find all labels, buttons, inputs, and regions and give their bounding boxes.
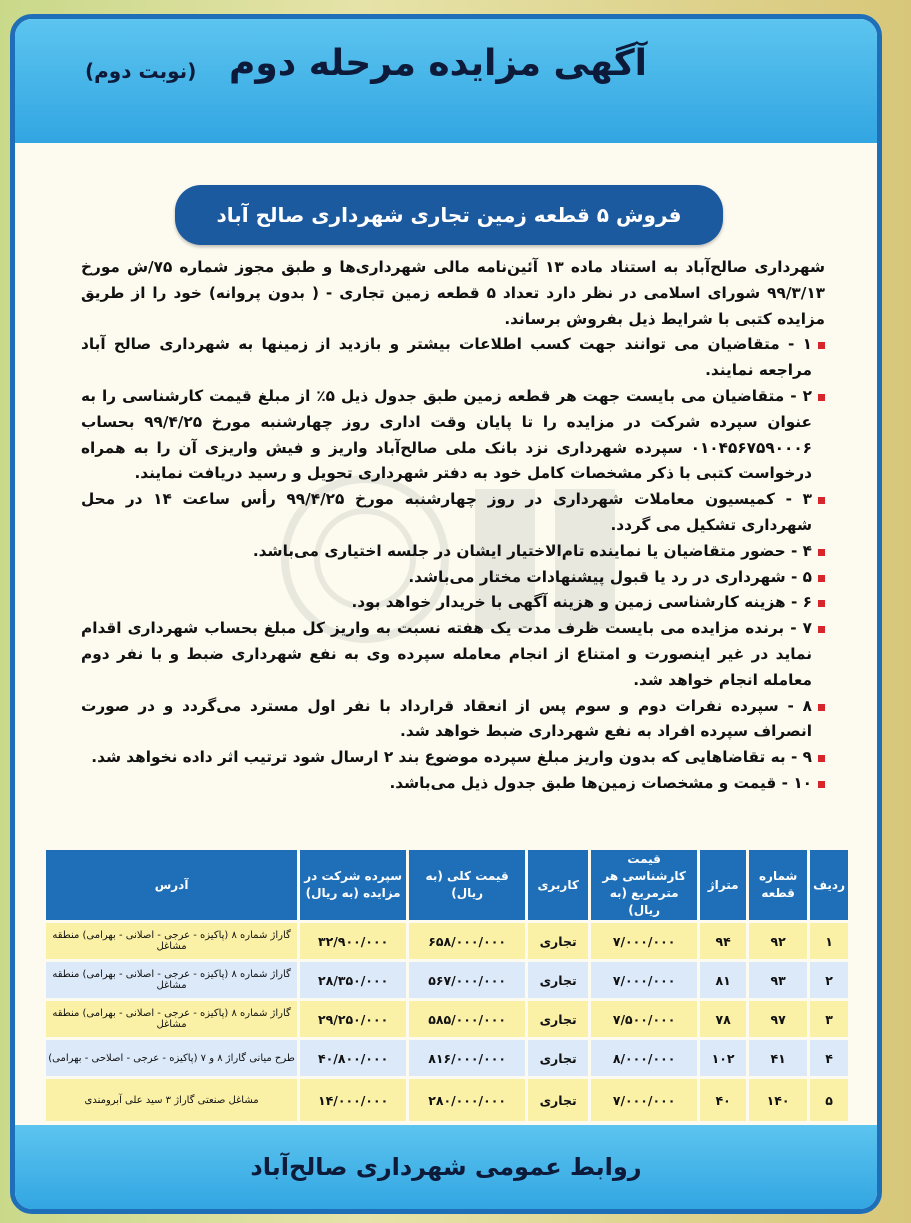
cell-usage: تجاری xyxy=(528,1001,588,1037)
header xyxy=(15,19,877,143)
page-title: آگهی مزایده مرحله دوم xyxy=(228,43,647,84)
table-row xyxy=(46,1001,848,1037)
cell-unit-price: ۷/۰۰۰/۰۰۰ xyxy=(591,923,697,959)
condition-item xyxy=(81,487,825,539)
bullet-icon xyxy=(818,704,825,711)
plots-table xyxy=(43,847,851,1124)
bullet-icon xyxy=(818,781,825,788)
cell-row-number: ۲ xyxy=(810,962,848,998)
header-row-number: ردیف xyxy=(810,850,848,920)
bullet-icon xyxy=(818,600,825,607)
cell-deposit: ۱۴/۰۰۰/۰۰۰ xyxy=(300,1079,406,1121)
cell-address: گاراژ شماره ۸ (پاکیزه - عرجی - اصلانی - بهرامی) منطقه مشاغل xyxy=(46,1001,297,1037)
bullet-icon xyxy=(818,342,825,349)
cell-total-price: ۸۱۶/۰۰۰/۰۰۰ xyxy=(409,1040,525,1076)
cell-area: ۹۴ xyxy=(700,923,746,959)
header-deposit: سپرده شرکت در مزایده (به ریال) xyxy=(300,850,406,920)
cell-address: گاراژ شماره ۸ (پاکیزه - عرجی - اصلانی - بهرامی) منطقه مشاغل xyxy=(46,923,297,959)
cell-deposit: ۲۸/۳۵۰/۰۰۰ xyxy=(300,962,406,998)
condition-text: ۱ - متقاضیان می توانند جهت کسب اطلاعات بیشتر و بازدید از زمینها به شهرداری صالح آباد مراجعه نمایند. xyxy=(81,335,812,380)
cell-area: ۴۰ xyxy=(700,1079,746,1121)
condition-text: ۳ - کمیسیون معاملات شهرداری در روز چهارشنبه مورخ ۹۹/۴/۲۵ رأس ساعت ۱۴ در محل شهرداری تشکیل می گردد. xyxy=(81,490,812,534)
cell-usage: تجاری xyxy=(528,1079,588,1121)
advertisement-frame xyxy=(10,14,882,1214)
cell-deposit: ۲۹/۲۵۰/۰۰۰ xyxy=(300,1001,406,1037)
cell-plot-number: ۴۱ xyxy=(749,1040,807,1076)
condition-text: ۹ - به تقاضاهایی که بدون واریز مبلغ سپرده موضوع بند ۲ ارسال شود ترتیب اثر داده نخواهد شد. xyxy=(91,748,812,767)
condition-text: ۸ - سپرده نفرات دوم و سوم پس از انعقاد قرارداد با نفر اول مسترد می‌گردد و در صورت انصراف سپرده افراد به نفع شهرداری ضبط خواهد شد. xyxy=(81,696,812,741)
cell-usage: تجاری xyxy=(528,962,588,998)
cell-total-price: ۵۶۷/۰۰۰/۰۰۰ xyxy=(409,962,525,998)
cell-address: گاراژ شماره ۸ (پاکیزه - عرجی - اصلانی - بهرامی) منطقه مشاغل xyxy=(46,962,297,998)
cell-row-number: ۴ xyxy=(810,1040,848,1076)
condition-item xyxy=(81,565,825,591)
cell-area: ۷۸ xyxy=(700,1001,746,1037)
footer-signature: روابط عمومی شهرداری صالح‌آباد xyxy=(15,1125,877,1209)
condition-text: ۶ - هزینه کارشناسی زمین و هزینه آگهی با خریدار خواهد بود. xyxy=(351,593,812,612)
header-total-price: قیمت کلی (به ریال) xyxy=(409,850,525,920)
cell-total-price: ۵۸۵/۰۰۰/۰۰۰ xyxy=(409,1001,525,1037)
condition-item xyxy=(81,616,825,693)
round-label: (نوبت دوم) xyxy=(85,59,197,83)
header-plot-number: شماره قطعه xyxy=(749,850,807,920)
condition-item xyxy=(81,384,825,487)
cell-unit-price: ۷/۰۰۰/۰۰۰ xyxy=(591,1079,697,1121)
cell-total-price: ۶۵۸/۰۰۰/۰۰۰ xyxy=(409,923,525,959)
condition-item xyxy=(81,539,825,565)
table-header-row xyxy=(46,850,848,920)
table-row xyxy=(46,1079,848,1121)
condition-text: ۷ - برنده مزایده می بایست ظرف مدت یک هفته نسبت به واریز کل مبلغ بحساب شهرداری اقدام نماید در غیر اینصورت و امتناع از انجام معامله سپرده وی به نفع شهرداری ضبط و با نفر دوم معامله انجام خواهد شد. xyxy=(81,619,812,689)
plots-table-wrapper xyxy=(43,847,851,1124)
cell-total-price: ۲۸۰/۰۰۰/۰۰۰ xyxy=(409,1079,525,1121)
condition-item xyxy=(81,590,825,616)
condition-text: ۲ - متقاضیان می بایست جهت هر قطعه زمین طبق جدول ذیل ۵٪ از مبلغ قیمت کارشناسی را به عنوان سپرده شرکت در مزایده را تا پایان وقت اداری روز چهارشنبه مورخ ۹۹/۴/۲۵ بحساب ۰۱۰۴۵۶۷۵۹۰۰۰۶ سپرده شهرداری نزد بانک ملی صالح‌آباد واریز و فیش واریزی آن را به همراه درخواست کتبی با ذکر مشخصات کامل خود به دفتر شهرداری تحویل و رسید دریافت نمایند. xyxy=(81,386,812,483)
table-row xyxy=(46,962,848,998)
cell-plot-number: ۱۴۰ xyxy=(749,1079,807,1121)
bullet-icon xyxy=(818,549,825,556)
cell-row-number: ۳ xyxy=(810,1001,848,1037)
condition-text: ۴ - حضور متقاضیان یا نماینده تام‌الاختیار ایشان در جلسه اختیاری می‌باشد. xyxy=(252,541,812,560)
condition-item xyxy=(81,771,825,797)
cell-unit-price: ۷/۵۰۰/۰۰۰ xyxy=(591,1001,697,1037)
condition-text: ۱۰ - قیمت و مشخصات زمین‌ها طبق جدول ذیل می‌باشد. xyxy=(389,773,812,792)
condition-item xyxy=(81,332,825,384)
table-row xyxy=(46,1040,848,1076)
cell-unit-price: ۷/۰۰۰/۰۰۰ xyxy=(591,962,697,998)
cell-row-number: ۵ xyxy=(810,1079,848,1121)
cell-usage: تجاری xyxy=(528,1040,588,1076)
cell-usage: تجاری xyxy=(528,923,588,959)
cell-deposit: ۴۰/۸۰۰/۰۰۰ xyxy=(300,1040,406,1076)
bullet-icon xyxy=(818,626,825,633)
condition-item xyxy=(81,694,825,746)
bullet-icon xyxy=(818,575,825,582)
intro-paragraph: شهرداری صالح‌آباد به استناد ماده ۱۳ آئین‌نامه مالی شهرداری‌ها و طبق مجوز شماره ۷۵/ش مورخ ۹۹/۳/۱۳ شورای اسلامی در نظر دارد تعداد ۵ قطعه زمین تجاری - ( بدون پروانه) خود را از طریق مزایده کتبی با شرایط ذیل بفروش برساند. xyxy=(81,258,825,328)
cell-area: ۸۱ xyxy=(700,962,746,998)
cell-address: مشاغل صنعتی گاراژ ۳ سید علی آبرومندی xyxy=(46,1079,297,1121)
cell-plot-number: ۹۲ xyxy=(749,923,807,959)
cell-address: طرح میانی گاراژ ۸ و ۷ (پاکیزه - عرجی - اصلاحی - بهرامی) xyxy=(46,1040,297,1076)
bullet-icon xyxy=(818,394,825,401)
bullet-icon xyxy=(818,497,825,504)
cell-deposit: ۳۲/۹۰۰/۰۰۰ xyxy=(300,923,406,959)
announcement-body xyxy=(81,255,825,797)
header-address: آدرس xyxy=(46,850,297,920)
header-unit-price: قیمت کارشناسی هر مترمربع (به ریال) xyxy=(591,850,697,920)
cell-row-number: ۱ xyxy=(810,923,848,959)
table-row xyxy=(46,923,848,959)
condition-item xyxy=(81,745,825,771)
header-usage: کاربری xyxy=(528,850,588,920)
cell-area: ۱۰۲ xyxy=(700,1040,746,1076)
bullet-icon xyxy=(818,755,825,762)
header-area: متراژ xyxy=(700,850,746,920)
condition-text: ۵ - شهرداری در رد یا قبول پیشنهادات مختار می‌باشد. xyxy=(408,567,812,586)
subtitle-banner: فروش ۵ قطعه زمین تجاری شهرداری صالح آباد xyxy=(175,185,723,245)
cell-unit-price: ۸/۰۰۰/۰۰۰ xyxy=(591,1040,697,1076)
cell-plot-number: ۹۳ xyxy=(749,962,807,998)
cell-plot-number: ۹۷ xyxy=(749,1001,807,1037)
